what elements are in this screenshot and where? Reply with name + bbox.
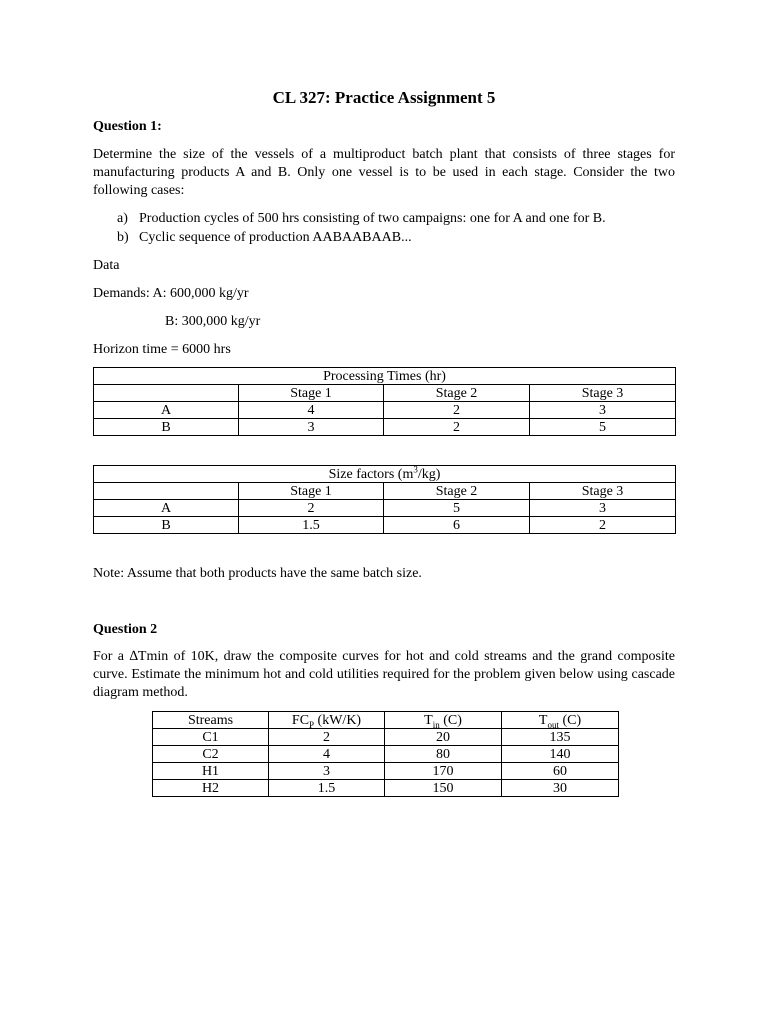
table-cell: C2	[153, 746, 269, 763]
table-cell: H1	[153, 763, 269, 780]
processing-times-caption: Processing Times (hr)	[94, 368, 676, 385]
table-cell: 2	[384, 419, 530, 436]
question-1-heading: Question 1:	[93, 119, 162, 134]
header-unit: (C)	[439, 712, 462, 728]
table-cell: 2	[269, 729, 385, 746]
table-cell: 4	[269, 746, 385, 763]
table-cell: 2	[530, 517, 676, 534]
table-cell: 30	[502, 780, 619, 797]
table-cell: 3	[530, 402, 676, 419]
table-cell	[94, 385, 239, 402]
table-row	[94, 419, 676, 436]
table-cell: 3	[239, 419, 384, 436]
question-1-intro: Determine the size of the vessels of a multiproduct batch plant that consists of three stages for manufacturing products A and B. Only one vessel is to be used in each stage. Consider the two following cases:	[93, 147, 675, 198]
size-factors-table	[93, 465, 676, 534]
case-a	[117, 210, 677, 228]
streams-header: Streams	[153, 712, 269, 729]
table-cell: 3	[269, 763, 385, 780]
table-row	[94, 500, 676, 517]
table-cell: H2	[153, 780, 269, 797]
caption-superscript: 3	[413, 463, 418, 474]
data-label: Data	[93, 258, 120, 273]
caption-text-end: /kg)	[417, 466, 441, 482]
tout-header	[502, 712, 619, 729]
table-cell: Stage 3	[530, 483, 676, 500]
header-subscript: P	[309, 719, 315, 730]
table-cell: 1.5	[239, 517, 384, 534]
header-text: T	[538, 712, 548, 728]
table-cell: Stage 2	[384, 385, 530, 402]
caption-text: Size factors (m	[328, 466, 414, 482]
table-cell: 2	[239, 500, 384, 517]
question-2-heading: Question 2	[93, 622, 158, 637]
processing-times-table	[93, 367, 676, 436]
table-cell: 3	[530, 500, 676, 517]
table-cell: Stage 1	[239, 385, 384, 402]
header-subscript: in	[432, 719, 440, 730]
header-subscript: out	[547, 719, 559, 730]
case-a-label: a)	[117, 211, 128, 226]
table-row	[94, 517, 676, 534]
table-header-row	[94, 483, 676, 500]
table-cell: A	[94, 402, 239, 419]
page-title: CL 327: Practice Assignment 5	[272, 88, 496, 107]
table-cell: 20	[385, 729, 502, 746]
table-row	[153, 763, 619, 780]
tin-header	[385, 712, 502, 729]
demand-a: Demands: A: 600,000 kg/yr	[93, 286, 249, 301]
table-cell: 2	[384, 402, 530, 419]
table-cell: B	[94, 419, 239, 436]
table-header-row	[94, 385, 676, 402]
header-unit: (C)	[558, 712, 582, 728]
case-a-text: Production cycles of 500 hrs consisting of two campaigns: one for A and one for B.	[139, 211, 606, 226]
table-cell: 6	[384, 517, 530, 534]
case-b-text: Cyclic sequence of production AABAABAAB...	[139, 230, 412, 245]
table-row	[94, 402, 676, 419]
case-b	[117, 229, 677, 247]
header-text: T	[424, 712, 433, 728]
table-cell: 60	[502, 763, 619, 780]
streams-table	[152, 711, 619, 797]
demand-b: B: 300,000 kg/yr	[165, 314, 261, 329]
table-header-row	[153, 712, 619, 729]
size-factors-caption	[94, 463, 676, 483]
case-b-label: b)	[117, 230, 129, 245]
table-cell: Stage 3	[530, 385, 676, 402]
table-cell: 150	[385, 780, 502, 797]
table-cell: Stage 1	[239, 483, 384, 500]
horizon-time: Horizon time = 6000 hrs	[93, 342, 231, 357]
table-cell: 1.5	[269, 780, 385, 797]
table-cell: 140	[502, 746, 619, 763]
table-cell: 135	[502, 729, 619, 746]
table-cell	[94, 483, 239, 500]
table-cell: Stage 2	[384, 483, 530, 500]
table-cell: 5	[530, 419, 676, 436]
table-cell: 4	[239, 402, 384, 419]
table-cell: B	[94, 517, 239, 534]
table-cell: 80	[385, 746, 502, 763]
table-cell: 170	[385, 763, 502, 780]
header-text: FC	[291, 712, 310, 728]
fcp-header	[269, 712, 385, 729]
table-cell: A	[94, 500, 239, 517]
question-2-text: For a ∆Tmin of 10K, draw the composite curves for hot and cold streams and the grand composite curve. Estimate the minimum hot and cold utilities required for the problem given below using cascade diagram method.	[93, 649, 675, 700]
table-cell: C1	[153, 729, 269, 746]
table-row	[153, 746, 619, 763]
table-row	[153, 780, 619, 797]
header-unit: (kW/K)	[314, 712, 362, 728]
table-row	[153, 729, 619, 746]
table-cell: 5	[384, 500, 530, 517]
batch-size-note: Note: Assume that both products have the same batch size.	[93, 566, 422, 581]
